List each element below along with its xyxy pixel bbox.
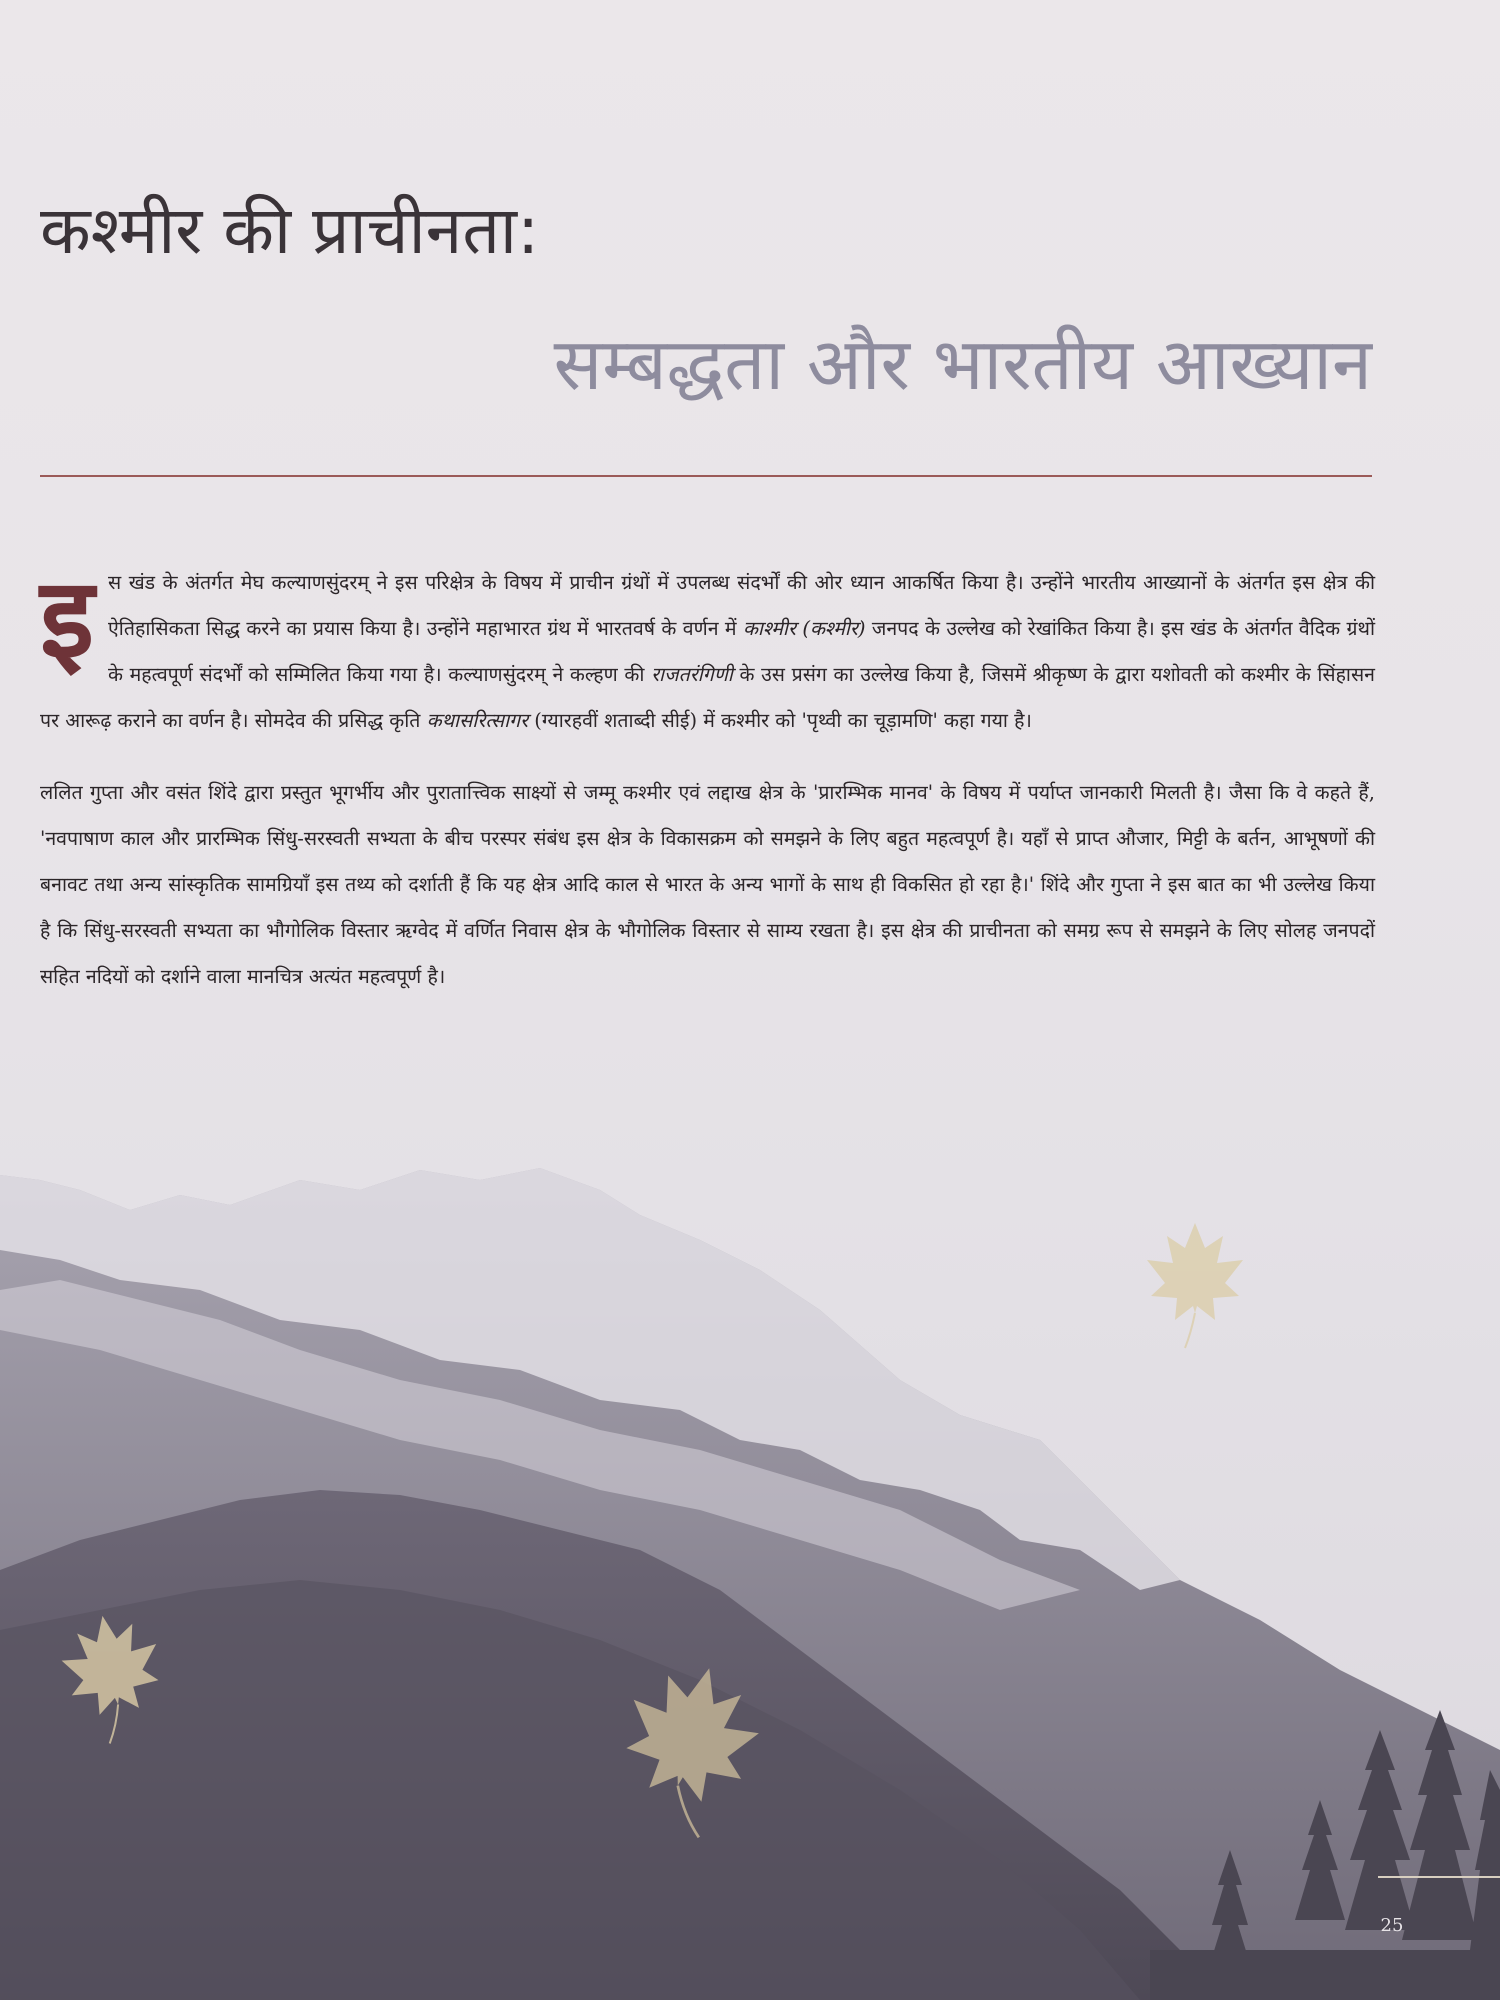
paragraph-1-kashmir-term: काश्मीर (कश्मीर) [742, 617, 866, 640]
paragraph-1-text-e: के उस प्रसंग का उल्लेख किया है, जिसमें श्रीकृष्ण के द्वारा यशोवती को कश्मीर के सिंहासन पर आरूढ़ कराने का वर्णन है। सोमदेव की प्रसिद्ध कृति [40, 663, 1375, 732]
mountain-landscape-image [0, 1150, 1500, 2000]
paragraph-1-text-a: स खंड के अंतर्गत मेघ कल्याणसुंदरम् ने इस परिक्षेत्र के विषय में प्राचीन ग्रंथों में उपलब्ध संदर्भों की ओर ध्यान आकर्षित किया है। उन्होंने भारतीय आख्यानों के अंतर्गत इस क्षेत्र की ऐतिहासिकता सिद्ध करने का प्रयास किया है। उन्होंने महाभारत ग्रंथ में भारतवर्ष के वर्णन में [108, 571, 1375, 640]
paragraph-1-text-g: (ग्यारहवीं शताब्दी सीई) में कश्मीर को 'पृथ्वी का चूड़ामणि' कहा गया है। [528, 709, 1032, 732]
article-body [40, 554, 1375, 1026]
maple-leaf-icon [1147, 1223, 1243, 1348]
title-divider [40, 475, 1372, 477]
paragraph-1-kathasaritsagar: कथासरित्सागर [426, 709, 529, 732]
page-title: कश्मीर की प्राचीनता: [40, 192, 540, 269]
page-number: 25 [1380, 1915, 1404, 1936]
footer-rule [1378, 1876, 1500, 1878]
paragraph-1 [40, 554, 1375, 744]
page-subtitle: सम्बद्धता और भारतीय आख्यान [553, 322, 1372, 406]
paragraph-1-text-c: जनपद के उल्लेख को रेखांकित किया है। इस खंड के अंतर्गत वैदिक ग्रंथों के महत्वपूर्ण संदर्भों को सम्मिलित किया गया है। कल्याणसुंदरम् ने कल्हण की [108, 617, 1375, 686]
paragraph-1-rajatarangini: राजतरंगिणी [651, 663, 733, 686]
drop-cap: इ [40, 554, 95, 682]
paragraph-2: ललित गुप्ता और वसंत शिंदे द्वारा प्रस्तुत भूगर्भीय और पुरातात्त्विक साक्ष्यों से जम्मू कश्मीर एवं लद्दाख क्षेत्र के 'प्रारम्भिक मानव' के विषय में पर्याप्त जानकारी मिलती है। जैसा कि वे कहते हैं, 'नवपाषाण काल और प्रारम्भिक सिंधु-सरस्वती सभ्यता के बीच परस्पर संबंध इस क्षेत्र के विकासक्रम को समझने के लिए बहुत महत्वपूर्ण है। यहाँ से प्राप्त औजार, मिट्टी के बर्तन, आभूषणों की बनावट तथा अन्य सांस्कृतिक सामग्रियाँ इस तथ्य को दर्शाती हैं कि यह क्षेत्र आदि काल से भारत के अन्य भागों के साथ ही विकसित हो रहा है।' शिंदे और गुप्ता ने इस बात का भी उल्लेख किया है कि सिंधु-सरस्वती सभ्यता का भौगोलिक विस्तार ऋग्वेद में वर्णित निवास क्षेत्र के भौगोलिक विस्तार से साम्य रखता है। इस क्षेत्र की प्राचीनता को समग्र रूप से समझने के लिए सोलह जनपदों सहित नदियों को दर्शाने वाला मानचित्र अत्यंत महत्वपूर्ण है। [40, 781, 1375, 988]
